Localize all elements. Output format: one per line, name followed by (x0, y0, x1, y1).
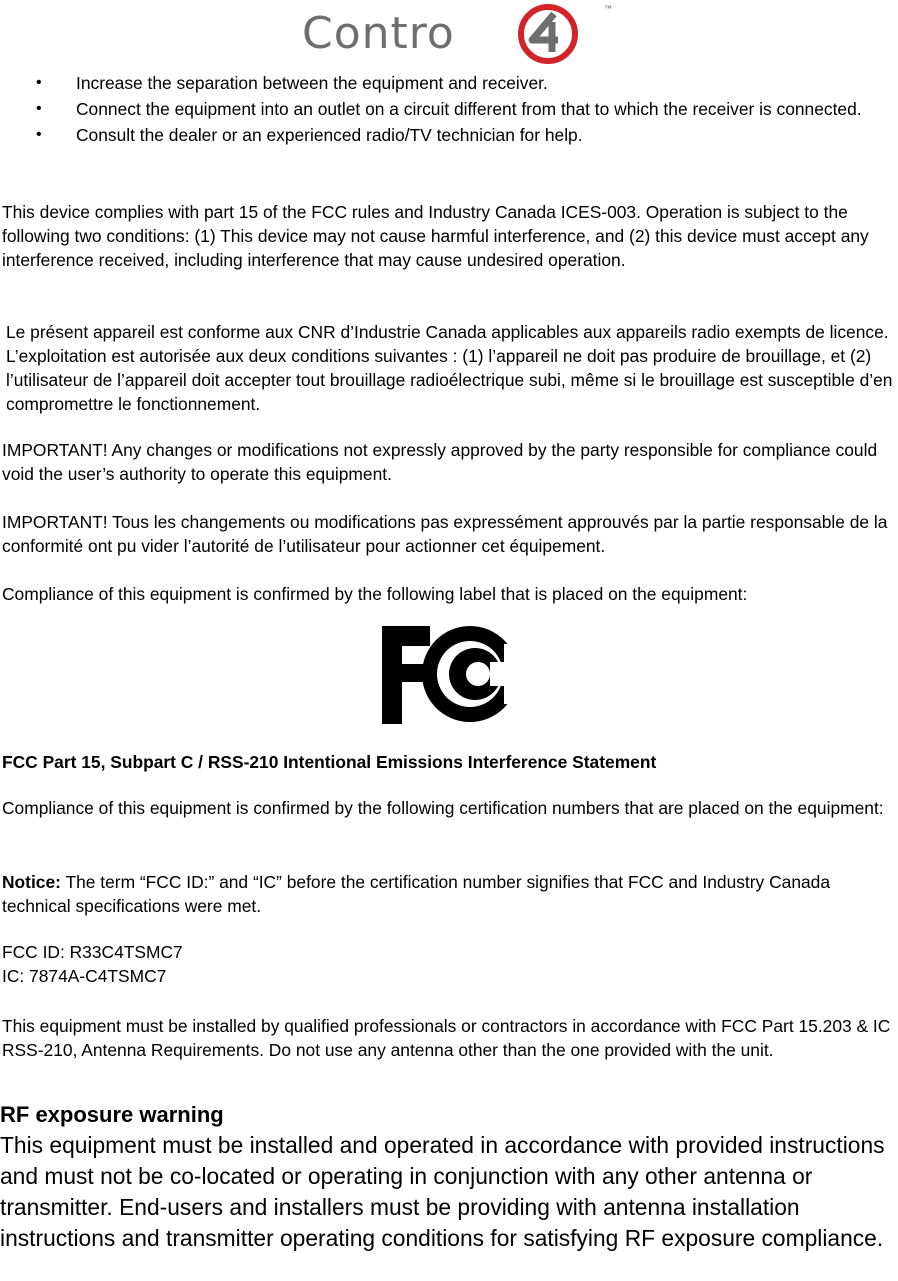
notice-text: The term “FCC ID:” and “IC” before the certification number signifies that FCC and Industry Canada technical specifications were met. (2, 872, 831, 916)
fcc-part15-paragraph: This device complies with part 15 of the FCC rules and Industry Canada ICES-003. Operation is subject to the following two conditions: (1) This device may not cause harmful interference, and (2) this device must accept any interference received, including interference that may cause undesired operation. (2, 202, 869, 270)
trademark-symbol: ™ (604, 4, 612, 13)
notice-label: Notice: (2, 872, 61, 892)
compliance-cert-paragraph: Compliance of this equipment is confirmed by the following certification numbers that are placed on the equipment: (2, 798, 884, 818)
compliance-label-paragraph: Compliance of this equipment is confirmed by the following label that is placed on the equipment: (2, 584, 748, 604)
fcc-id: FCC ID: R33C4TSMC7 (2, 942, 183, 962)
rf-exposure-paragraph: This equipment must be installed and operated in accordance with provided instructions and must not be co-located or operating in conjunction with any other antenna or transmitter. End-users and installers must be providing with antenna installation instructions and transmitter operating conditions for satisfying RF exposure compliance. (0, 1132, 885, 1251)
logo-text: Contro (302, 8, 455, 59)
list-item: • Connect the equipment into an outlet on a circuit different from that to which the receiver is connected. (0, 98, 898, 120)
ic-id: IC: 7874A-C4TSMC7 (2, 966, 167, 986)
important-french-paragraph: IMPORTANT! Tous les changements ou modifications pas expressément approuvés par la partie responsable de la conformité ont pu vider l’autorité de l’utilisateur pour actionner cet équipement. (2, 512, 888, 556)
notice-paragraph (2, 870, 896, 918)
important-english-paragraph: IMPORTANT! Any changes or modifications not expressly approved by the party responsible for compliance could void the user’s authority to operate this equipment. (2, 440, 878, 484)
installation-paragraph: This equipment must be installed by qualified professionals or contractors in accordance with FCC Part 15.203 & IC RSS-210, Antenna Requirements. Do not use any antenna other than the one provided with the unit. (2, 1016, 891, 1060)
fcc-logo-icon (380, 624, 522, 726)
section-heading: FCC Part 15, Subpart C / RSS-210 Intentional Emissions Interference Statement (2, 752, 657, 772)
rf-exposure-heading: RF exposure warning (0, 1102, 224, 1127)
french-cnr-paragraph: Le présent appareil est conforme aux CNR d’Industrie Canada applicables aux appareils radio exempts de licence. L’exploitation est autorisée aux deux conditions suivantes : (1) l’appareil ne doit pas produire de brouillage, et (2) l’utilisateur de l’appareil doit accepter tout brouillage radioélectrique subi, même si le brouillage est susceptible d’en compromettre le fonctionnement. (6, 322, 893, 414)
list-item: • Increase the separation between the equipment and receiver. (0, 72, 898, 94)
interference-remedies-list (0, 72, 898, 150)
control4-logo (298, 2, 612, 64)
logo-four-mark-icon (508, 2, 592, 64)
list-item: • Consult the dealer or an experienced radio/TV technician for help. (0, 124, 898, 146)
